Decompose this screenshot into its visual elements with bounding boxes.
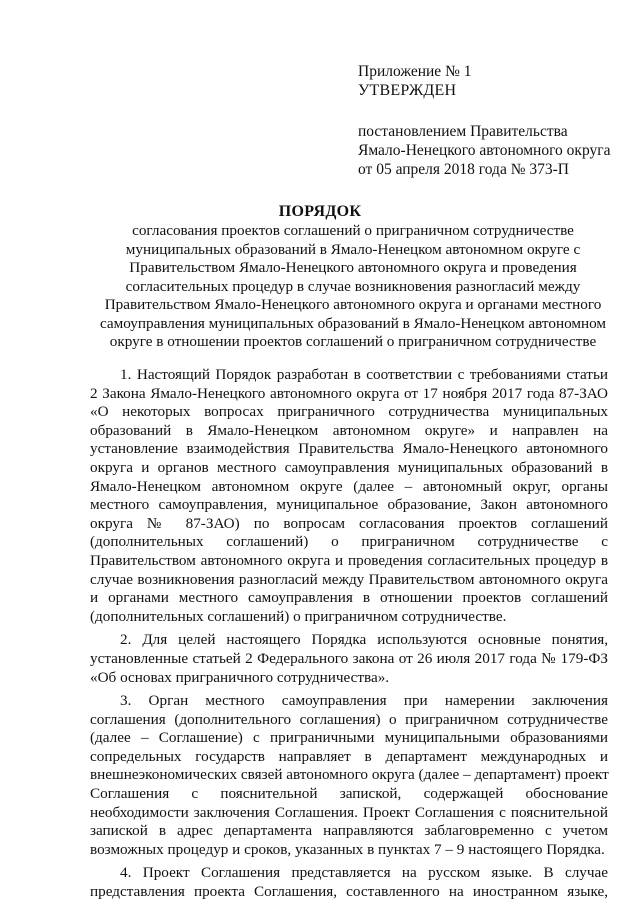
paragraph-line: возможных процедур и сроков, указанных в пунктах 7 – 9 настоящего Порядка. bbox=[90, 840, 605, 858]
document-title: ПОРЯДОК bbox=[278, 203, 362, 220]
paragraph-line: Ямало-Ненецком автономном округе (далее – автономный округ, органы bbox=[90, 477, 608, 495]
paragraph-line: случае возникновения разногласий между Правительством автономного округа bbox=[90, 570, 608, 588]
paragraph-line: (дополнительных соглашений) о приграничном сотрудничестве. bbox=[90, 607, 507, 625]
document-subtitle bbox=[60, 222, 640, 352]
subtitle-line: Правительством Ямало-Ненецкого автономного округа и органами местного bbox=[104, 296, 602, 313]
paragraph-line: 1. Настоящий Порядок разработан в соответствии с требованиями статьи bbox=[120, 366, 608, 383]
resolution-line-2: Ямало-Ненецкого автономного округа bbox=[358, 142, 611, 159]
paragraph-2 bbox=[90, 631, 608, 687]
paragraph-line: местного самоуправления, муниципальное образование, Закон автономного bbox=[90, 496, 608, 514]
paragraph-line: представления проекта Соглашения, составленного на иностранном языке, bbox=[90, 883, 608, 901]
paragraph-line: образований в Ямало-Ненецком автономном округе» и направлен на bbox=[90, 421, 608, 439]
resolution-line-1: постановлением Правительства bbox=[358, 123, 568, 140]
subtitle-line: согласительных процедур в случае возникновения разногласий между bbox=[125, 277, 581, 295]
paragraph-3 bbox=[90, 692, 608, 859]
paragraph-line: необходимости заключения Соглашения. Проект Соглашения с пояснительной bbox=[90, 803, 608, 821]
paragraph-line: установленные статьей 2 Федерального закона от 26 июля 2017 года № 179-ФЗ bbox=[90, 649, 608, 667]
approved-label: УТВЕРЖДЕН bbox=[358, 82, 457, 99]
paragraph-1 bbox=[90, 366, 608, 626]
paragraph-line: 2. Для целей настоящего Порядка используются основные понятия, bbox=[120, 631, 608, 649]
paragraph-line: внешнеэкономических связей автономного округа (далее – департамент) проект bbox=[90, 766, 609, 784]
subtitle-line: согласования проектов соглашений о приграничном сотрудничестве bbox=[132, 222, 574, 239]
paragraph-line: запиской в адрес департамента направляются заблаговременно с учетом bbox=[90, 822, 608, 840]
subtitle-line: Правительством Ямало-Ненецкого автономного округа и проведения bbox=[129, 259, 577, 276]
paragraph-line: и органами местного самоуправления в отношении проектов соглашений bbox=[90, 589, 608, 607]
document-body bbox=[90, 366, 608, 907]
subtitle-line: округе в отношении проектов соглашений о приграничном сотрудничестве bbox=[109, 333, 597, 350]
paragraph-line: Правительством автономного округа и проведения согласительных процедур в bbox=[90, 551, 608, 569]
paragraph-line: (дополнительных соглашений) о приграничном сотрудничестве с bbox=[90, 533, 608, 551]
paragraph-line: округа № 87-ЗАО) по вопросам согласования проектов соглашений bbox=[90, 514, 608, 532]
paragraph-line: соглашения (дополнительного соглашения) о приграничном сотрудничестве bbox=[90, 710, 608, 728]
approval-block bbox=[358, 62, 471, 100]
appendix-label: Приложение № 1 bbox=[358, 63, 472, 80]
subtitle-line: муниципальных образований в Ямало-Ненецком автономном округе с bbox=[125, 240, 581, 258]
paragraph-4 bbox=[90, 864, 608, 901]
paragraph-line: «Об основах приграничного сотрудничества». bbox=[90, 668, 390, 686]
subtitle-line: самоуправления муниципальных образований в Ямало-Ненецком автономном bbox=[99, 314, 607, 332]
paragraph-line: 4. Проект Соглашения представляется на русском языке. В случае bbox=[120, 864, 608, 882]
paragraph-line: Соглашения с пояснительной запиской, содержащей обоснование bbox=[90, 785, 608, 803]
paragraph-line: установление взаимодействия Правительства Ямало-Ненецкого автономного bbox=[90, 440, 608, 458]
paragraph-line: округа и органов местного самоуправления муниципальных образований в bbox=[90, 458, 608, 476]
paragraph-line: «О некоторых вопросах приграничного сотрудничества муниципальных bbox=[90, 403, 608, 421]
paragraph-line: 3. Орган местного самоуправления при намерении заключения bbox=[120, 692, 608, 710]
paragraph-line: 2 Закона Ямало-Ненецкого автономного округа от 17 ноября 2017 года 87-ЗАО bbox=[90, 384, 608, 402]
paragraph-line: (далее – Соглашение) с приграничными муниципальными образованиями bbox=[90, 729, 608, 747]
resolution-block bbox=[358, 122, 610, 179]
paragraph-line: сопредельных государств направляет в департамент международных и bbox=[90, 747, 608, 765]
resolution-line-3: от 05 апреля 2018 года № 373-П bbox=[358, 161, 569, 178]
